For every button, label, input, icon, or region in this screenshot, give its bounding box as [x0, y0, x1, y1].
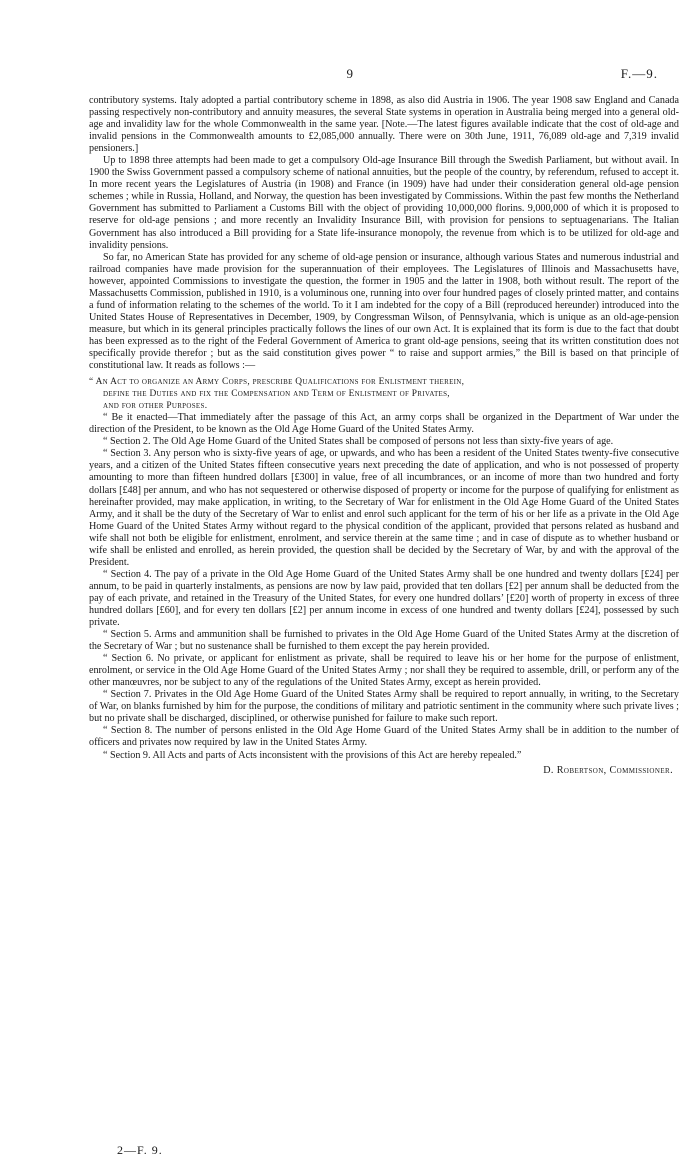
- act-section-3: “ Section 3. Any person who is sixty-five years of age, or upwards, and who has been a resident of the United States twenty-five consecutive years, and a citizen of the United States fifteen consecutive years next preceding the date of application, and who is not possessed of property amounting to more than fifteen hundred dollars [£300] in value, free of all incumbrances, or an income of more than two hundred and forty dollars [£48] per annum, and who has not sequestered or otherwise disposed of property or income for the purpose of qualifying for enlistment as hereinafter provided, may make application, in writing, to the Secretary of War for enlistment in the Old Age Home Guard of the United States Army, and it shall be the duty of the Secretary of War to enlist and enrol such applicant for the term of his or her life as a private in the Old Age Home Guard of the United States Army without regard to the physical condition of the applicant, provided that persons related as husband and wife shall not both be eligible for enlistment, enrolment, and service therein at the same time ; and in case of dispute as to whether husband or wife shall be enlisted and enrolled, as herein provided, the question shall be decided by the Secretary of War, by and with the approval of the President.: [89, 448, 679, 568]
- signature-text: D. Robertson, Commissioner.: [543, 764, 673, 776]
- act-section-9: “ Section 9. All Acts and parts of Acts inconsistent with the provisions of this Act are hereby repealed.”: [103, 749, 522, 761]
- act-section-8: “ Section 8. The number of persons enlisted in the Old Age Home Guard of the United States Army shall be in addition to the number of officers and privates now required by law in the United States Army.: [89, 725, 679, 749]
- act-title-line-1: “ An Act to organize an Army Corps, prescribe Qualifications for Enlistment therein,: [89, 377, 465, 388]
- act-title-line-2: define the Duties and fix the Compensation and Term of Enlistment of Privates,: [103, 389, 450, 400]
- paragraph-compulsory-schemes: Up to 1898 three attempts had been made to get a compulsory Old-age Insurance Bill through the Swedish Parliament, but without avail. In 1900 the Swiss Government passed a compulsory scheme of national annuities, but the people of the country, by referendum, refused to accept it. In more recent years the Legislatures of Austria (in 1908) and France (in 1909) have had under their consideration general old-age pension schemes ; while in Russia, Holland, and Norway, the question has been investigated by Commissions. Within the past few months the Netherland Government has submitted to Parliament a Customs Bill with the object of providing 10,000,000 florins. 9,000,000 of which it is proposed to reserve for old-age pensions ; and more recently an Invalidity Insurance Bill, with provision for pensions to septuagenarians. The Italian Government has also introduced a Bill providing for a State life-insurance monopoly, the revenue from which is to be utilized for old-age and invalidity pensions.: [89, 155, 679, 251]
- act-section-6: “ Section 6. No private, or applicant for enlistment as private, shall be required to leave his or her home for the purpose of enlistment, enrolment, or service in the Old Age Home Guard of the United States Army ; nor shall they be required to assemble, drill, or perform any of the other manœuvres, nor be subject to any of the regulations of the United States Army, except as herein provided.: [89, 653, 679, 689]
- document-body: [89, 95, 679, 777]
- footer-signature-code: 2—F. 9.: [117, 1143, 163, 1157]
- act-section-5: “ Section 5. Arms and ammunition shall be furnished to privates in the Old Age Home Guard of the United States Army at the discretion of the Secretary of War ; but no sustenance shall be furnished to them except the pay herein provided.: [89, 629, 679, 653]
- act-title: [89, 376, 679, 412]
- act-enacting-clause: “ Be it enacted—That immediately after the passage of this Act, an army corps shall be organized in the Department of War under the direction of the President, to be known as the Old Age Home Guard of the United States Army.: [89, 412, 679, 436]
- paragraph-contributory-systems: contributory systems. Italy adopted a partial contributory scheme in 1898, as also did Austria in 1906. The year 1908 saw England and Canada passing respectively non-contributory and annuity measures, the several State systems in operation in Australia being merged into a general old-age and invalidity law for the whole Commonwealth in the same year. [Note.—The latest figures available indicate that the cost of old-age and invalid pensions in the Commonwealth amounts to £2,085,000 annually. There were on 30th June, 1911, 76,089 old-age and 7,319 invalid pensioners.]: [89, 95, 679, 155]
- document-reference: F.—9.: [620, 66, 658, 81]
- signature: [89, 765, 679, 777]
- page-number: 9: [346, 66, 354, 81]
- act-section-7: “ Section 7. Privates in the Old Age Home Guard of the United States Army shall be required to report annually, in writing, to the Secretary of War, on blanks furnished by him for the purpose, the conditions of military and patriotic sentiment in the community where such private lives ; but no private shall be discharged, disciplined, or otherwise punished for failure to make such report.: [89, 689, 679, 725]
- act-title-line-3: and for other Purposes.: [103, 401, 208, 412]
- act-section-2: “ Section 2. The Old Age Home Guard of the United States shall be composed of persons not less than sixty-five years of age.: [103, 436, 614, 448]
- act-section-4: “ Section 4. The pay of a private in the Old Age Home Guard of the United States Army shall be one hundred and twenty dollars [£24] per annum, to be paid in quarterly instalments, as pensions are now by law paid, provided that ten dollars [£2] per annum shall be deducted from the pay of each private, and retained in the Treasury of the United States, for every one hundred dollars’ [£20] worth of property in excess of three hundred dollars [£60], and for every ten dollars [£2] per annum income in excess of one hundred and twenty dollars [£24], possessed by such private.: [89, 568, 679, 629]
- paragraph-american-states: So far, no American State has provided for any scheme of old-age pension or insurance, although various States and numerous industrial and railroad companies have made provision for the superannuation of their employees. The Legislatures of Illinois and Massachusetts have, however, appointed Commissions to investigate the question, the former in 1905 and the latter in 1908, both without result. The report of the Massachusetts Commission, published in 1910, is a voluminous one, running into over four hundred pages of closely printed matter, and contains a fund of information relating to the schemes of the world. To it I am indebted for the copy of a Bill (reproduced hereunder) introduced into the United States House of Representatives in December, 1909, by Congressman Wilson, of Pennsylvania, which is unique as an old-age-pension measure, but which in its general principles practically follows the lines of our own Act. It is explained that its form is due to the fact that doubt has been expressed as to the right of the Federal Government of America to grant old-age pensions, seeing that its written constitution does not specifically provide therefor ; but as the said constitution gives power “ to raise and support armies,” the Bill is based on that principle of constitutional law. It reads as follows :—: [89, 251, 679, 372]
